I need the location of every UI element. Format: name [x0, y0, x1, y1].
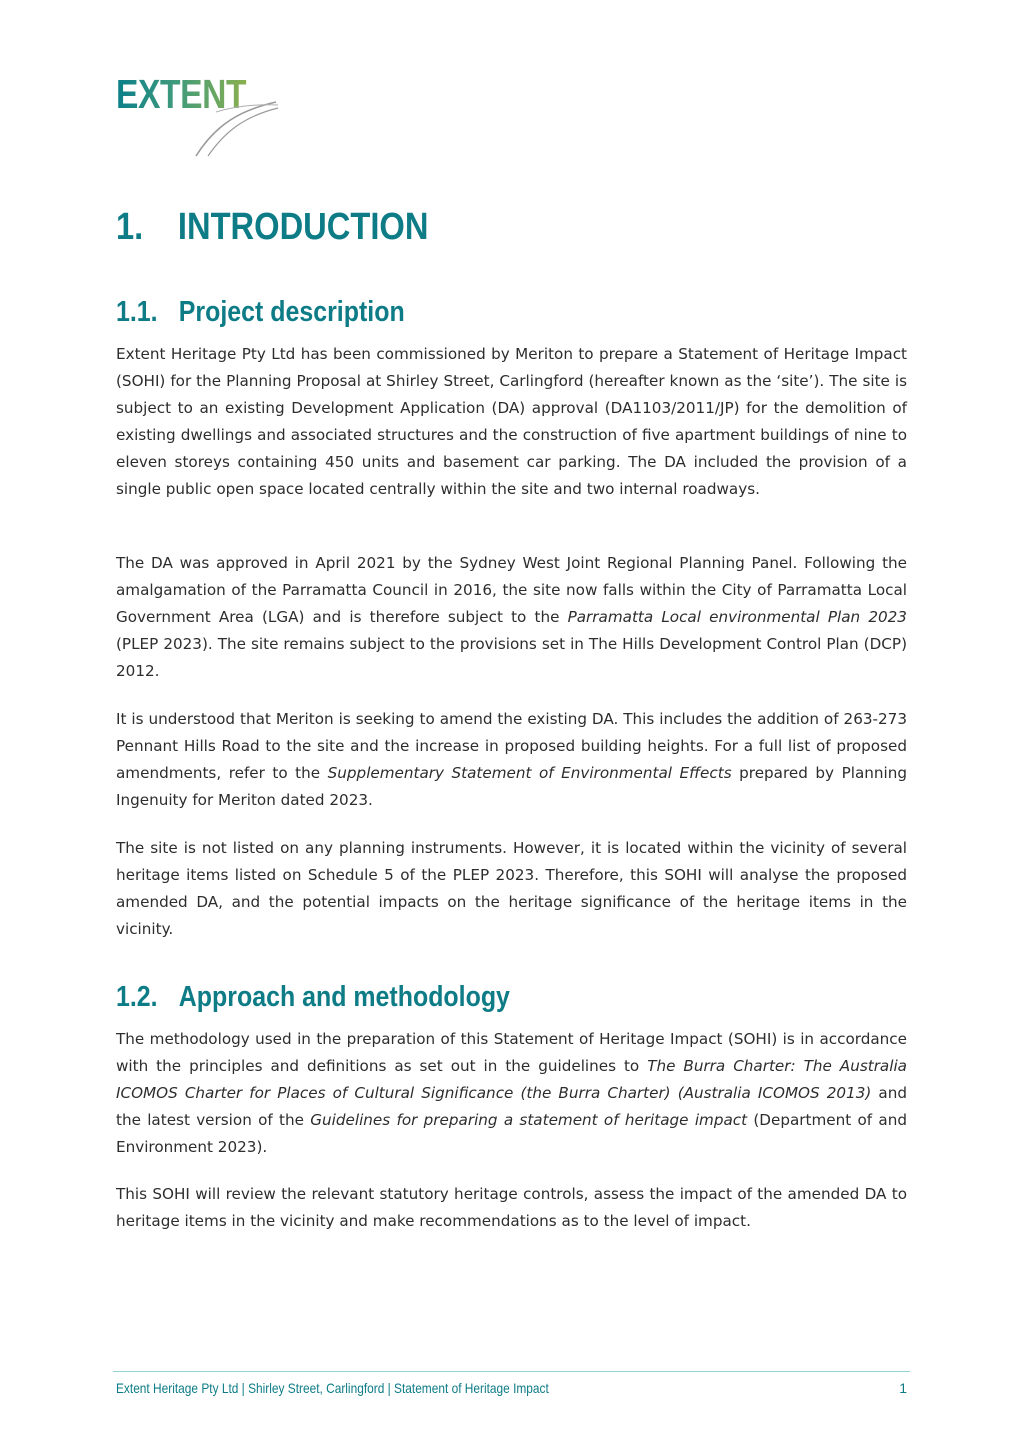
paragraph: [116, 1026, 907, 1161]
section-number: 1.1.: [116, 296, 158, 328]
section-number: 1.2.: [116, 981, 158, 1013]
italic-text: Supplementary Statement of Environmental Effects: [327, 764, 732, 782]
italic-text: Parramatta Local environmental Plan 2023: [567, 608, 907, 626]
section-heading-project-description: [116, 295, 405, 329]
paragraph: This SOHI will review the relevant statutory heritage controls, assess the impact of the amended DA to heritage items in the vicinity and make recommendations as to the level of impact.: [116, 1185, 907, 1230]
italic-text: Guidelines for preparing a statement of heritage impact: [310, 1111, 748, 1129]
text-run: The methodology used in the preparation of this Statement of Heritage Impact (SOHI) is in accordance with the principles and definitions as set out in the guidelines to: [116, 1030, 907, 1075]
text-run: It is understood that Meriton is seeking to amend the existing DA. This includes the addition of 263-273 Pennant Hills Road to the site and the increase in proposed building heights. For a full list of proposed amendments, refer to the: [116, 710, 907, 782]
section-title: Approach and methodology: [178, 981, 510, 1013]
heading-number: 1.: [116, 206, 144, 248]
paragraph: [116, 706, 907, 814]
paragraph: [116, 550, 907, 685]
text-run: The DA was approved in April 2021 by the Sydney West Joint Regional Planning Panel. Following the amalgamation of the Parramatta Council in 2016, the site now falls within the City of Parramatta Local Government Area (LGA) and is therefore subject to the: [116, 554, 907, 626]
heading-title: INTRODUCTION: [177, 206, 429, 248]
section-heading-approach: [116, 980, 510, 1014]
text-run: (PLEP 2023). The site remains subject to the provisions set in The Hills Development Control Plan (DCP) 2012.: [116, 635, 907, 680]
text-run: prepared by Planning Ingenuity for Meriton dated 2023.: [116, 764, 907, 809]
logo-swoosh-icon: [116, 72, 286, 162]
footer-text: Extent Heritage Pty Ltd | Shirley Street, Carlingford | Statement of Heritage Impact: [116, 1380, 549, 1396]
logo-wordmark: EXTENT: [116, 71, 247, 117]
section-title: Project description: [178, 296, 405, 328]
page-number: 1: [899, 1380, 907, 1396]
footer-divider: [113, 1371, 910, 1372]
text-run: and the latest version of the: [116, 1084, 907, 1129]
extent-logo: [116, 72, 286, 162]
paragraph: Extent Heritage Pty Ltd has been commissioned by Meriton to prepare a Statement of Heritage Impact (SOHI) for the Planning Proposal at Shirley Street, Carlingford (hereafter known as the ‘site’). The site is subject to an existing Development Application (DA) approval (DA1103/2011/JP) for the demolition of existing dwellings and associated structures and the construction of five apartment buildings of nine to eleven storeys containing 450 units and basement car parking. The DA included the provision of a single public open space located centrally within the site and two internal roadways.: [116, 345, 907, 498]
text-run: (Department of and Environment 2023).: [116, 1111, 908, 1156]
page-title: [116, 205, 428, 249]
italic-text: The Burra Charter: The Australia ICOMOS Charter for Places of Cultural Significance (the Burra Charter) (Australia ICOMOS 2013): [116, 1057, 907, 1102]
paragraph: The site is not listed on any planning instruments. However, it is located within the vicinity of several heritage items listed on Schedule 5 of the PLEP 2023. Therefore, this SOHI will analyse the proposed amended DA, and the potential impacts on the heritage significance of the heritage items in the vicinity.: [116, 839, 907, 938]
